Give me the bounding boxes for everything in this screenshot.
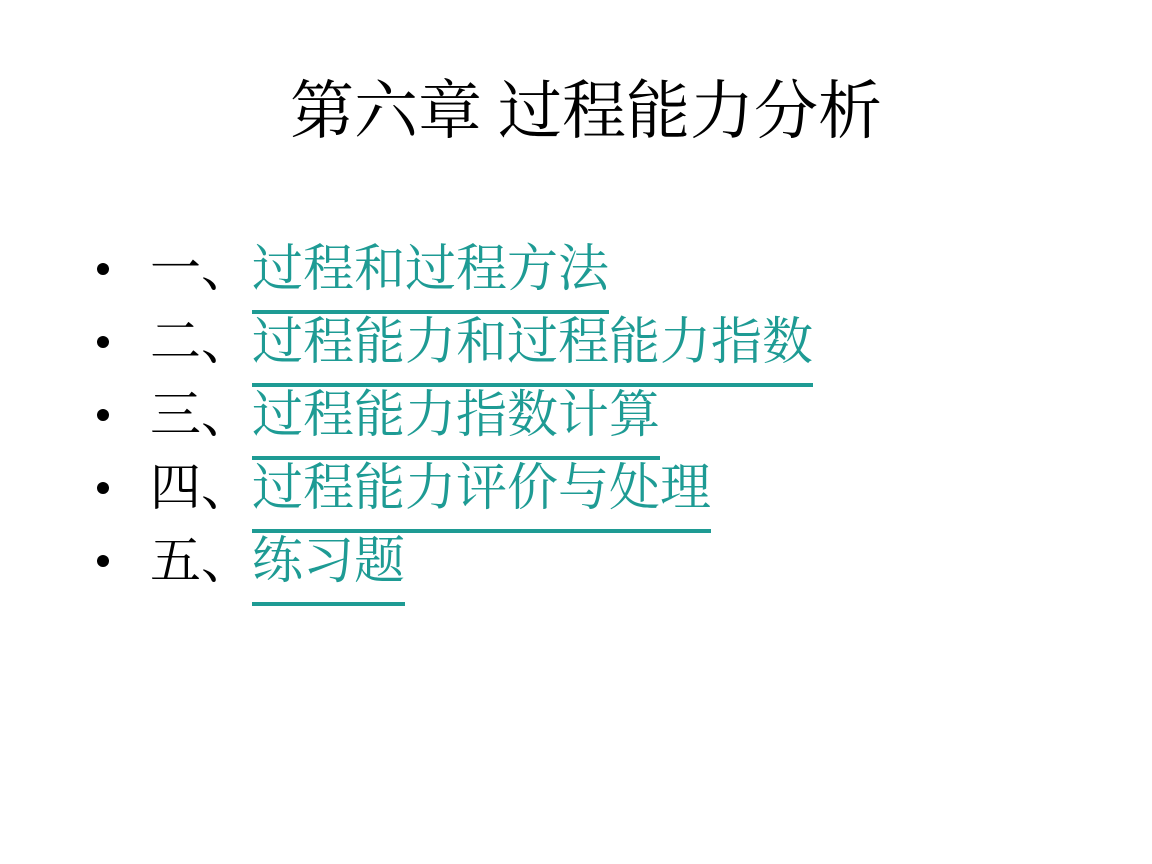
bullet-icon (97, 263, 109, 275)
toc-link-evaluation-and-handling[interactable]: 过程能力评价与处理 (252, 453, 711, 533)
slide-title: 第六章 过程能力分析 (290, 76, 882, 147)
toc-item-5 (97, 526, 813, 599)
toc-list (97, 234, 813, 599)
bullet-icon (97, 409, 109, 421)
toc-link-process-and-method[interactable]: 过程和过程方法 (252, 234, 609, 314)
item-number: 三、 (150, 388, 253, 444)
item-number: 五、 (150, 534, 253, 590)
toc-item-4 (97, 453, 813, 526)
bullet-icon (97, 336, 109, 348)
item-number: 一、 (150, 242, 253, 298)
toc-item-1 (97, 234, 813, 307)
toc-item-3 (97, 380, 813, 453)
bullet-icon (97, 482, 109, 494)
toc-item-2 (97, 307, 813, 380)
item-number: 四、 (150, 461, 253, 517)
toc-link-capability-and-index[interactable]: 过程能力和过程能力指数 (252, 307, 813, 387)
toc-link-exercises[interactable]: 练习题 (252, 526, 405, 606)
item-number: 二、 (150, 315, 253, 371)
bullet-icon (97, 555, 109, 567)
toc-link-index-calculation[interactable]: 过程能力指数计算 (252, 380, 660, 460)
